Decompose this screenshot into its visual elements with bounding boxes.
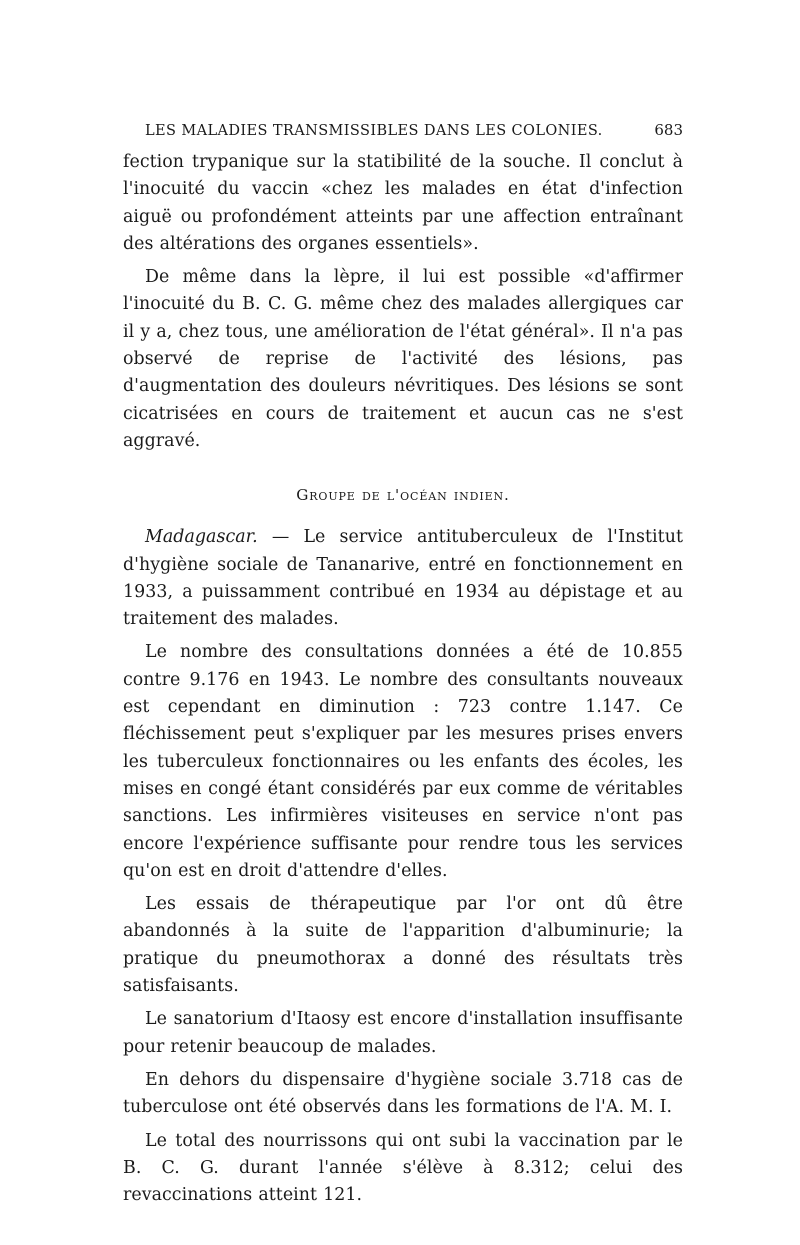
paragraph-therapeutique: Les essais de thérapeutique par l'or ont dû être abandonnés à la suite de l'apparition d'albuminurie; la pratique du pneumothorax a donné des résultats très satisfaisants.: [123, 894, 683, 997]
madagascar-text: — Le service antituberculeux de l'Institut d'hygiène sociale de Tananarive, entré en fonctionnement en 1933, a puissamment contribué en 1934 au dépistage et au traitement des malades.: [123, 527, 683, 630]
lead-term-madagascar: Madagascar.: [145, 527, 258, 548]
page-number: 683: [654, 121, 683, 139]
paragraph-madagascar: [123, 524, 683, 633]
paragraph-lepre: De même dans la lèpre, il lui est possible «d'affirmer l'inocuité du B. C. G. même chez des malades allergiques car il y a, chez tous, une amélioration de l'état général». Il n'a pas observé de reprise de l'activité des lésions, pas d'augmentation des douleurs névritiques. Des lésions se sont cicatrisées en cours de traitement et aucun cas ne s'est aggravé.: [123, 267, 683, 451]
section-heading: Groupe de l'océan indien.: [296, 486, 510, 505]
book-page: [123, 118, 683, 1209]
body-text: [123, 149, 683, 1209]
running-head: [145, 118, 683, 143]
paragraph-sanatorium: Le sanatorium d'Itaosy est encore d'installation insuffisante pour retenir beaucoup de malades.: [123, 1009, 683, 1057]
paragraph-nourrissons: Le total des nourrissons qui ont subi la vaccination par le B. C. G. durant l'année s'élève à 8.312; celui des revaccinations atteint 121.: [123, 1130, 683, 1206]
running-head-title: LES MALADIES TRANSMISSIBLES DANS LES COLONIES.: [145, 123, 603, 139]
paragraph-dispensaire: En dehors du dispensaire d'hygiène sociale 3.718 cas de tuberculose ont été observés dans les formations de l'A. M. I.: [123, 1069, 683, 1118]
paragraph-continued: fection trypanique sur la statibilité de la souche. Il conclut à l'inocuité du vaccin «chez les malades en état d'infection aiguë ou profondément atteints par une affection entraînant des altérations des organes essentiels».: [123, 152, 683, 254]
paragraph-consultations: Le nombre des consultations données a été de 10.855 contre 9.176 en 1943. Le nombre des consultants nouveaux est cependant en diminution : 723 contre 1.147. Ce fléchissement peut s'expliquer par les mesures prises envers les tuberculeux fonctionnaires ou les enfants des écoles, les mises en congé étant considérés par eux comme de véritables sanctions. Les infirmières visiteuses en service n'ont pas encore l'expérience suffisante pour rendre tous les services qu'on est en droit d'attendre d'elles.: [123, 642, 683, 881]
